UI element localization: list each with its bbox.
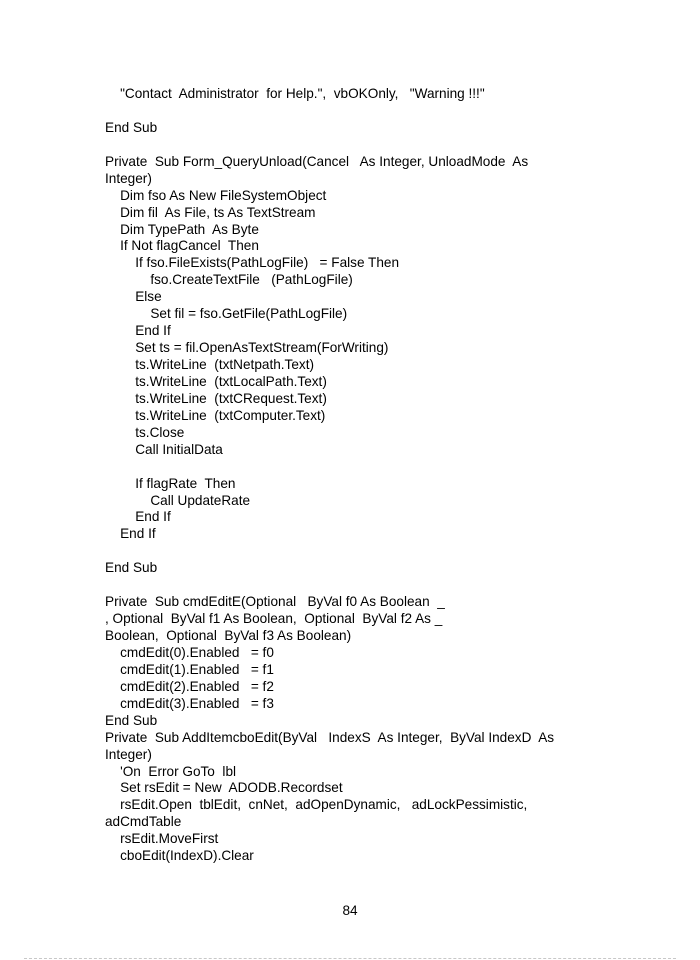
code-line: ts.WriteLine (txtComputer.Text) <box>105 407 326 423</box>
code-line: Dim fso As New FileSystemObject <box>105 187 327 203</box>
code-line: cmdEdit(1).Enabled = f1 <box>105 661 274 677</box>
code-line: Set rsEdit = New ADODB.Recordset <box>105 780 343 796</box>
code-line: Dim TypePath As Byte <box>105 221 259 237</box>
code-line: 'On Error GoTo lbl <box>105 763 237 779</box>
code-line: ts.WriteLine (txtCRequest.Text) <box>105 390 327 406</box>
code-line <box>105 137 605 154</box>
code-line <box>105 543 605 560</box>
code-line: End Sub <box>105 560 158 576</box>
code-line <box>105 577 605 594</box>
code-line: Dim fil As File, ts As TextStream <box>105 204 316 220</box>
code-line: rsEdit.MoveFirst <box>105 831 219 847</box>
code-line: Call InitialData <box>105 441 223 457</box>
code-line: ts.Close <box>105 424 185 440</box>
code-line <box>105 459 605 476</box>
code-line: If flagRate Then <box>105 475 236 491</box>
code-listing <box>105 86 605 865</box>
code-line: Set ts = fil.OpenAsTextStream(ForWriting) <box>105 340 389 356</box>
code-line: If Not flagCancel Then <box>105 238 259 254</box>
code-line: End If <box>105 526 156 542</box>
page-bottom-divider <box>24 958 676 959</box>
page-number: 84 <box>342 903 358 918</box>
code-line: If fso.FileExists(PathLogFile) = False Then <box>105 255 400 271</box>
code-line: Private Sub AddItemcboEdit(ByVal IndexS As Integer, ByVal IndexD As <box>105 729 555 745</box>
code-line: cmdEdit(3).Enabled = f3 <box>105 695 274 711</box>
code-line: cboEdit(IndexD).Clear <box>105 848 254 864</box>
code-line: Private Sub Form_QueryUnload(Cancel As Integer, UnloadMode As <box>105 153 529 169</box>
code-line: Boolean, Optional ByVal f3 As Boolean) <box>105 628 352 643</box>
code-line: , Optional ByVal f1 As Boolean, Optional ByVal f2 As _ <box>105 611 443 627</box>
code-line: End Sub <box>105 712 158 728</box>
code-line: Integer) <box>105 746 152 762</box>
code-line: cmdEdit(0).Enabled = f0 <box>105 644 274 660</box>
code-line: cmdEdit(2).Enabled = f2 <box>105 678 274 694</box>
code-line: End If <box>105 323 171 339</box>
code-line: fso.CreateTextFile (PathLogFile) <box>105 272 353 288</box>
code-line: rsEdit.Open tblEdit, cnNet, adOpenDynamic, adLockPessimistic, <box>105 797 528 813</box>
code-line: Call UpdateRate <box>105 492 251 508</box>
code-line <box>105 103 605 120</box>
code-line: adCmdTable <box>105 814 182 830</box>
code-line: End Sub <box>105 119 158 135</box>
code-line: "Contact Administrator for Help.", vbOKOnly, "Warning !!!" <box>105 86 485 101</box>
code-line: ts.WriteLine (txtLocalPath.Text) <box>105 373 327 389</box>
code-line: ts.WriteLine (txtNetpath.Text) <box>105 357 315 372</box>
code-line: Else <box>105 289 162 305</box>
code-line: Private Sub cmdEditE(Optional ByVal f0 As Boolean _ <box>105 594 445 610</box>
code-line: End If <box>105 509 171 525</box>
code-line: Integer) <box>105 170 152 186</box>
code-line: Set fil = fso.GetFile(PathLogFile) <box>105 306 348 322</box>
